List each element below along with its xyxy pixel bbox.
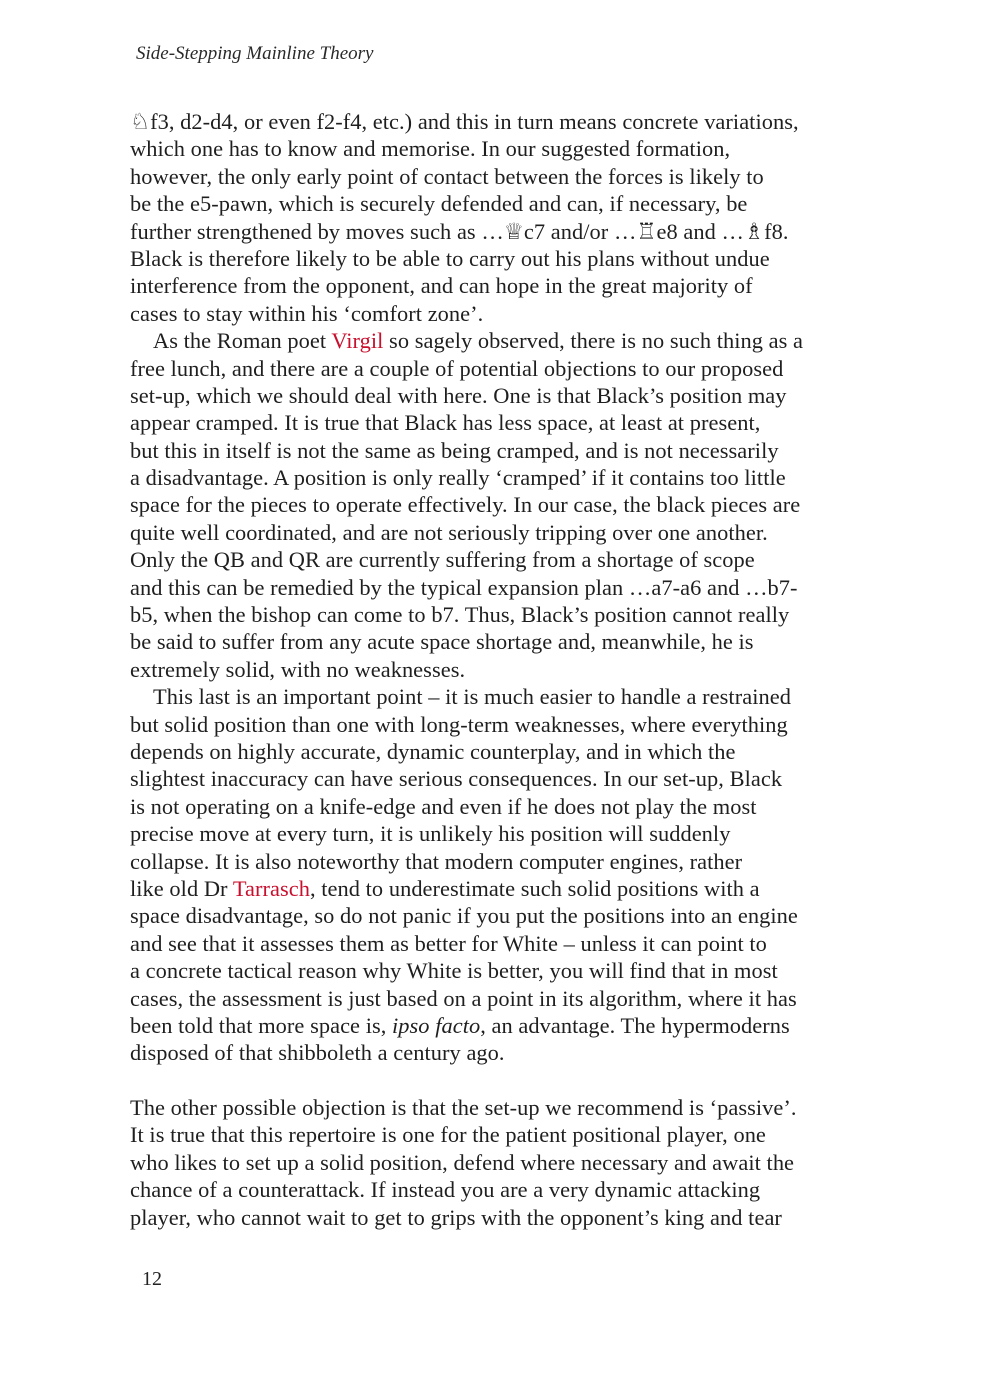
text-line <box>130 218 870 245</box>
text-line <box>130 1176 870 1203</box>
text-run: As the Roman poet <box>153 328 332 354</box>
text-line <box>130 437 870 464</box>
text-run: player, who cannot wait to get to grips with the opponent’s king and tear <box>130 1204 782 1230</box>
text-line <box>130 382 870 409</box>
text-line <box>130 875 870 902</box>
text-line <box>130 272 870 299</box>
text-run: so sagely observed, there is no such thing as a <box>383 328 804 354</box>
text-run: , an advantage. The hypermoderns <box>480 1012 790 1038</box>
text-run: , tend to underestimate such solid positions with a <box>309 875 760 901</box>
text-run: interference from the opponent, and can hope in the great majority of <box>130 273 753 299</box>
text-line <box>130 1149 870 1176</box>
text-line <box>130 1204 870 1231</box>
text-line <box>130 820 870 847</box>
text-line <box>130 628 870 655</box>
text-run: depends on highly accurate, dynamic counterplay, and in which the <box>130 738 736 764</box>
text-run: cases to stay within his ‘comfort zone’. <box>130 300 484 326</box>
text-line <box>130 108 870 135</box>
text-line <box>130 1121 870 1148</box>
text-line <box>130 711 870 738</box>
text-line <box>130 355 870 382</box>
text-line <box>130 300 870 327</box>
text-line <box>130 135 870 162</box>
text-line <box>130 656 870 683</box>
text-run: quite well coordinated, and are not seriously tripping over one another. <box>130 519 768 545</box>
text-run: like old Dr <box>130 875 233 901</box>
text-line <box>130 163 870 190</box>
text-line <box>130 327 870 354</box>
text-run: space for the pieces to operate effectively. In our case, the black pieces are <box>130 492 801 518</box>
text-line <box>130 491 870 518</box>
text-line <box>130 546 870 573</box>
text-run: is not operating on a knife-edge and even if he does not play the most <box>130 793 757 819</box>
text-line <box>130 601 870 628</box>
text-run: This last is an important point – it is much easier to handle a restrained <box>153 684 791 710</box>
text-line <box>130 409 870 436</box>
body-text <box>130 108 870 1231</box>
name-link[interactable]: Tarrasch <box>232 875 310 901</box>
page-number: 12 <box>142 1268 162 1290</box>
text-run: be the e5-pawn, which is securely defended and can, if necessary, be <box>130 191 748 217</box>
text-run: ♘f3, d2-d4, or even f2-f4, etc.) and this in turn means concrete variations, <box>130 109 799 134</box>
text-line <box>130 190 870 217</box>
text-run: which one has to know and memorise. In our suggested formation, <box>130 136 731 162</box>
text-run: but solid position than one with long-term weaknesses, where everything <box>130 711 788 737</box>
text-run: precise move at every turn, it is unlikely his position will suddenly <box>130 821 731 847</box>
text-run: been told that more space is, <box>130 1012 393 1038</box>
text-run: cases, the assessment is just based on a point in its algorithm, where it has <box>130 985 797 1011</box>
text-run: b5, when the bishop can come to b7. Thus, Black’s position cannot really <box>130 602 790 628</box>
text-line <box>130 519 870 546</box>
text-line <box>130 985 870 1012</box>
text-run: further strengthened by moves such as …♕c7 and/or …♖e8 and …♗f8. <box>130 218 789 244</box>
text-run: The other possible objection is that the set-up we recommend is ‘passive’. <box>130 1095 797 1121</box>
paragraph <box>130 108 870 327</box>
text-run: set-up, which we should deal with here. One is that Black’s position may <box>130 382 787 408</box>
paragraph <box>130 327 870 683</box>
paragraph <box>130 1094 870 1231</box>
italic-phrase: ipso facto <box>392 1012 481 1038</box>
text-run: space disadvantage, so do not panic if you put the positions into an engine <box>130 903 798 929</box>
running-head: Side-Stepping Mainline Theory <box>136 43 374 64</box>
text-run: chance of a counterattack. If instead you are a very dynamic attacking <box>130 1177 761 1203</box>
text-run: however, the only early point of contact between the forces is likely to <box>130 163 764 189</box>
text-line <box>130 765 870 792</box>
text-run: collapse. It is also noteworthy that modern computer engines, rather <box>130 848 743 874</box>
text-line <box>130 1094 870 1121</box>
paragraph-gap <box>130 1067 870 1094</box>
text-run: Only the QB and QR are currently suffering from a shortage of scope <box>130 547 755 573</box>
text-run: appear cramped. It is true that Black has less space, at least at present, <box>130 410 761 436</box>
text-run: but this in itself is not the same as being cramped, and is not necessarily <box>130 437 779 463</box>
text-line <box>130 1012 870 1039</box>
text-run: and see that it assesses them as better for White – unless it can point to <box>130 930 767 956</box>
text-line <box>130 574 870 601</box>
text-line <box>130 738 870 765</box>
text-line <box>130 930 870 957</box>
text-run: who likes to set up a solid position, defend where necessary and await the <box>130 1149 795 1175</box>
text-line <box>130 245 870 272</box>
text-run: be said to suffer from any acute space shortage and, meanwhile, he is <box>130 629 754 655</box>
text-line <box>130 957 870 984</box>
text-line <box>130 683 870 710</box>
paragraph <box>130 683 870 1066</box>
text-run: slightest inaccuracy can have serious consequences. In our set-up, Black <box>130 766 783 792</box>
text-run: free lunch, and there are a couple of potential objections to our proposed <box>130 355 784 381</box>
text-run: a concrete tactical reason why White is better, you will find that in most <box>130 958 778 984</box>
text-run: extremely solid, with no weaknesses. <box>130 656 466 682</box>
name-link[interactable]: Virgil <box>331 328 384 354</box>
text-run: Black is therefore likely to be able to carry out his plans without undue <box>130 245 770 271</box>
text-run: a disadvantage. A position is only really ‘cramped’ if it contains too little <box>130 465 786 491</box>
text-line <box>130 848 870 875</box>
text-run: disposed of that shibboleth a century ago. <box>130 1040 505 1066</box>
text-line <box>130 464 870 491</box>
text-line <box>130 902 870 929</box>
text-run: It is true that this repertoire is one for the patient positional player, one <box>130 1122 766 1148</box>
text-line <box>130 793 870 820</box>
text-run: and this can be remedied by the typical expansion plan …a7-a6 and …b7- <box>130 574 798 600</box>
text-line <box>130 1039 870 1066</box>
